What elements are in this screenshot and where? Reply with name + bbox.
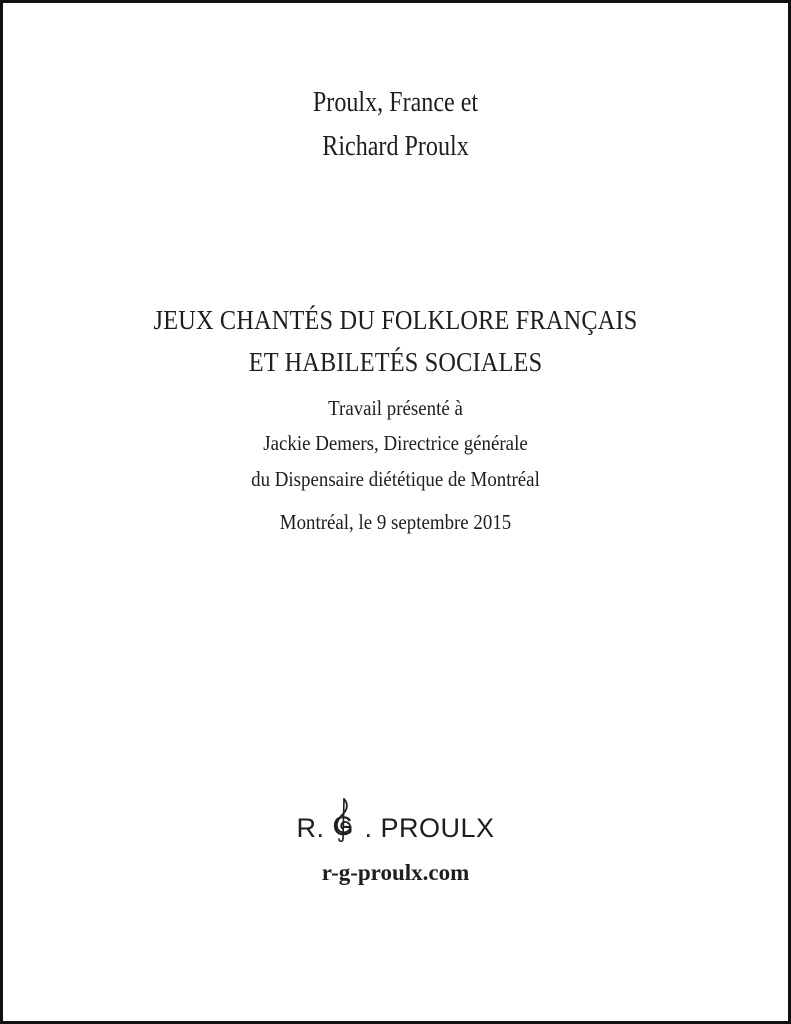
presentation-line-1: Travail présenté à: [328, 396, 463, 420]
title-line-2: ET HABILETÉS SOCIALES: [248, 347, 543, 377]
author-line-2: Richard Proulx: [322, 131, 469, 162]
logo-g: G: [332, 811, 354, 841]
publisher-website[interactable]: r-g-proulx.com: [321, 860, 470, 885]
title-line-1: JEUX CHANTÉS DU FOLKLORE FRANÇAIS: [153, 305, 638, 335]
logo-suffix: . PROULX: [364, 813, 495, 843]
logo-prefix: R.: [296, 813, 325, 843]
presentation-line-3: du Dispensaire diététique de Montréal: [251, 467, 540, 491]
presentation-line-2: Jackie Demers, Directrice générale: [263, 431, 528, 455]
presentation-date: Montréal, le 9 septembre 2015: [279, 510, 512, 534]
author-line-1: Proulx, France et: [312, 87, 479, 118]
treble-clef-icon: [332, 811, 356, 841]
publisher-logo: [3, 811, 788, 844]
